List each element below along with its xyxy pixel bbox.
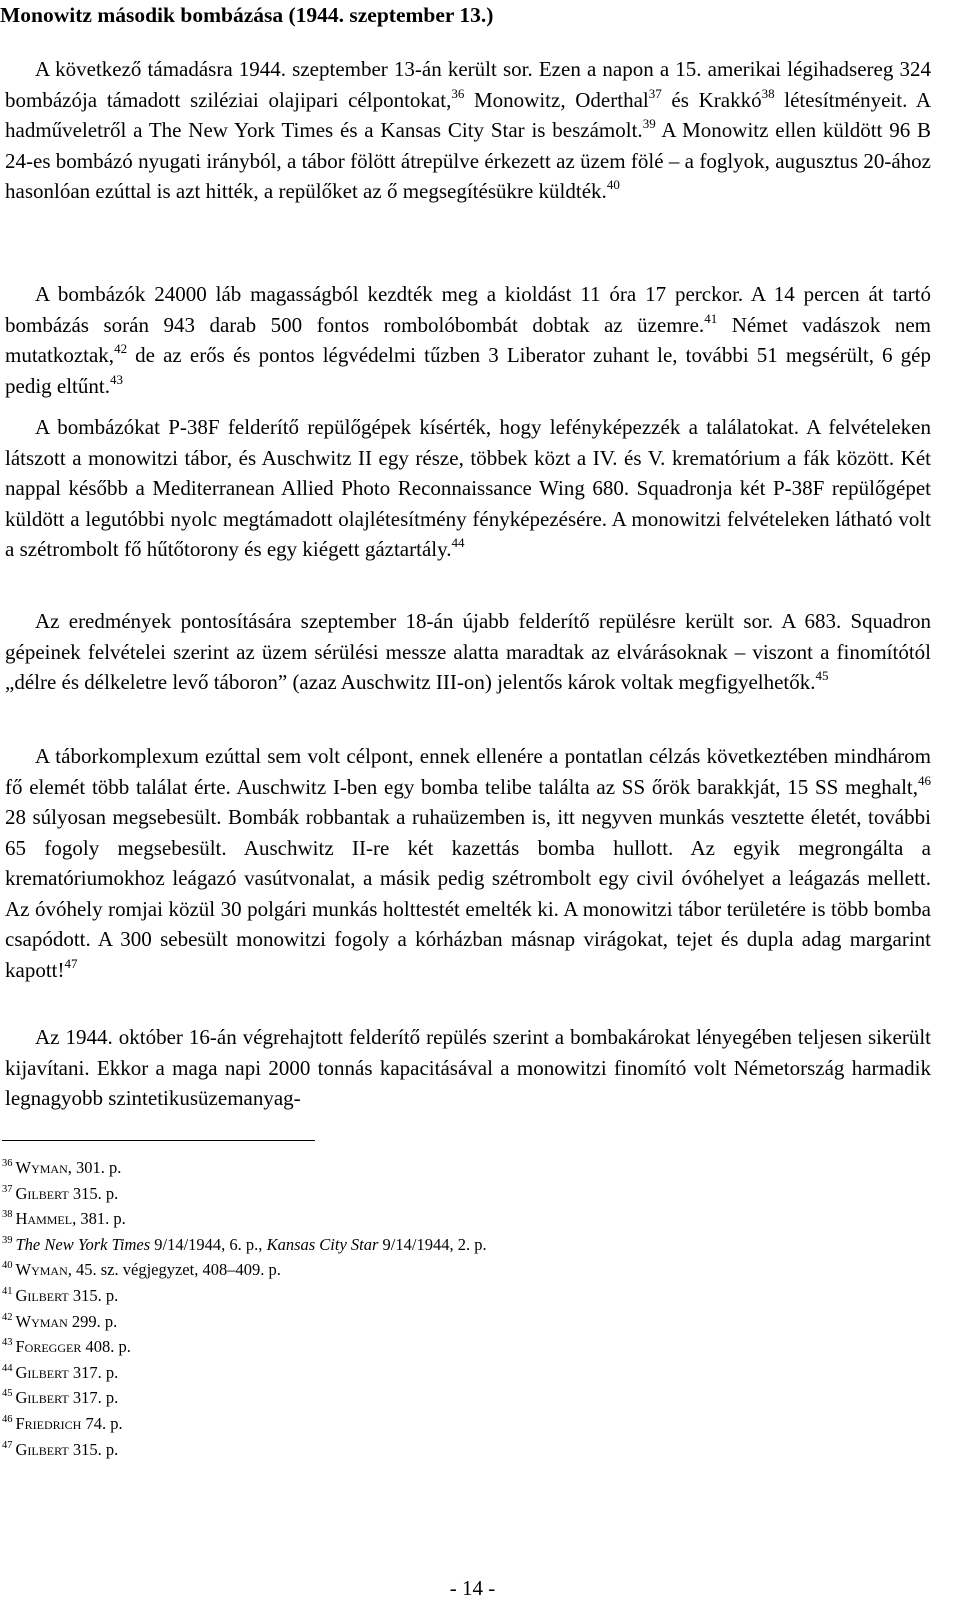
- body-paragraph: [5, 279, 931, 401]
- footnote-author: Gilbert: [15, 1362, 69, 1382]
- footnote-text: , 381. p.: [72, 1209, 126, 1229]
- footnote-item: [2, 1411, 487, 1437]
- body-paragraph: [5, 741, 931, 985]
- footnote-number: 38: [2, 1209, 13, 1221]
- footnote-text: 315. p.: [68, 1439, 119, 1459]
- footnote-ref[interactable]: 45: [815, 668, 829, 683]
- footnote-item: [2, 1283, 487, 1309]
- footnote-number: 43: [2, 1337, 13, 1349]
- page-title: Monowitz második bombázása (1944. szeptember 13.): [0, 3, 494, 27]
- paragraph-text: de az erős és pontos légvédelmi tűzben 3 Liberator zuhant le, további 51 megsérült, 6 gép pedig eltűnt.: [5, 343, 931, 398]
- footnote-text: 315. p.: [68, 1183, 119, 1203]
- body-paragraph: [5, 412, 931, 565]
- footnote-item: [2, 1155, 487, 1181]
- footnote-author: Hammel: [15, 1209, 73, 1229]
- footnote-text: , 45. sz. végjegyzet, 408–409. p.: [67, 1260, 281, 1280]
- footnote-source-title: The New York Times: [15, 1234, 151, 1254]
- footnote-item: [2, 1334, 487, 1360]
- paragraph-text: Német vadászok nem mutatkoztak,: [5, 312, 931, 367]
- footnote-ref[interactable]: 41: [704, 310, 718, 326]
- footnote-author: Foregger: [15, 1337, 82, 1357]
- footnote-source-title: Kansas City Star: [266, 1234, 379, 1254]
- paragraph-text: létesítményeit. A hadműveletről a The New York Times és a Kansas City Star is beszámolt.: [5, 87, 932, 142]
- page-number: - 14 -: [449, 1576, 496, 1600]
- footnote-text: 299. p.: [67, 1311, 118, 1331]
- paragraph-text: Monowitz, Oderthal: [464, 87, 649, 112]
- paragraph-text: 28 súlyosan megsebesült. Bombák robbantak a ruhaüzemben is, itt negyven munkás vesztette életét, további 65 fogoly megsebesült. Auschwitz II-re két kazettás bomba hullott. Az egyik megrongálta a krematóriumokhoz leágazó vasútvonalat, a másik pedig szétrombolt egy civil óvóhelyet a leágazás mellett. Az óvóhely romjai közül 30 polgári munkás holttestét emelték ki. A monowitzi tábor területére is több bomba csapódott. A 300 sebesült monowitzi fogoly a kórházban másnap virágokat, tejet és dupla adag margarint kapott!: [5, 805, 931, 982]
- footnote-number: 40: [2, 1260, 13, 1272]
- body-paragraph: [5, 606, 931, 698]
- footnote-text: 408. p.: [81, 1337, 131, 1357]
- footnote-author: Wyman: [15, 1260, 68, 1280]
- paragraph-text: A következő támadásra 1944. szeptember 13-án került sor. Ezen a napon a 15. amerikai légihadsereg 324 bombázója támadott sziléziai olajipari célpontokat,: [5, 57, 931, 112]
- footnote-number: 37: [2, 1183, 13, 1195]
- footnote-text: 317. p.: [68, 1388, 119, 1408]
- footnote-author: Gilbert: [15, 1183, 69, 1203]
- paragraph-text: A bombázókat P-38F felderítő repülőgépek kísérték, hogy lefényképezzék a találatokat. A felvételeken látszott a monowitzi tábor, és Auschwitz II egy része, többek közt a IV. és V. krematórium a fák között. Két nappal később a Mediterranean Allied Photo Reconnaissance Wing 680. Squadronja két P-38F repülőgépet küldött a legutóbbi nyolc megtámadott olajlétesítmény fényképezésére. A monowitzi felvételeken látható volt a szétrombolt fő hűtőtorony és egy kiégett gáztartály.: [5, 415, 931, 561]
- footnote-number: 44: [2, 1362, 13, 1374]
- footnote-item: [2, 1437, 487, 1463]
- footnote-author: Gilbert: [15, 1439, 69, 1459]
- footnote-author: Gilbert: [15, 1388, 69, 1408]
- footnote-item: [2, 1385, 487, 1411]
- footnote-ref[interactable]: 39: [642, 116, 656, 131]
- paragraph-text: és Krakkó: [661, 87, 762, 112]
- footnote-text: 9/14/1944, 2. p.: [378, 1234, 487, 1254]
- paragraph-text: Az 1944. október 16-án végrehajtott felderítő repülés szerint a bombakárokat lényegében teljesen sikerült kijavítani. Ekkor a maga napi 2000 tonnás kapacitásával a monowitzi finomító volt Németország harmadik legnagyobb szintetikusüzemanyag-: [5, 1025, 931, 1110]
- footnote-ref[interactable]: 46: [918, 772, 931, 788]
- footnote-text: , 301. p.: [67, 1158, 122, 1177]
- footnote-item: [2, 1206, 487, 1232]
- paragraph-text: A táborkomplexum ezúttal sem volt célpont, ennek ellenére a pontatlan célzás következtében mindhárom fő elemét több találat érte. Auschwitz I-ben egy bomba telibe találta az SS őrök barakkját, 15 SS meghalt,: [5, 744, 931, 799]
- footnote-ref[interactable]: 44: [451, 535, 465, 550]
- footnote-ref[interactable]: 47: [64, 955, 78, 971]
- footnote-number: 47: [2, 1439, 13, 1451]
- footnote-item: [2, 1309, 487, 1335]
- footnote-author: Friedrich: [15, 1413, 82, 1433]
- footnote-author: Wyman: [15, 1158, 68, 1177]
- footnote-separator: [2, 1140, 315, 1141]
- paragraph-text: A bombázók 24000 láb magasságból kezdték meg a kioldást 11 óra 17 perckor. A 14 percen át tartó bombázás során 943 darab 500 fontos rombolóbombát dobtak az üzemre.: [5, 282, 931, 337]
- footnote-ref[interactable]: 43: [109, 371, 123, 387]
- footnote-ref[interactable]: 42: [114, 341, 128, 356]
- footnote-item: [2, 1360, 487, 1386]
- footnote-author: Wyman: [15, 1311, 68, 1331]
- footnote-text: 74. p.: [81, 1413, 123, 1433]
- body-paragraph: [5, 54, 931, 207]
- footnote-number: 36: [2, 1158, 13, 1169]
- footnote-text: 9/14/1944, 6. p.,: [150, 1234, 267, 1254]
- footnote-text: 315. p.: [68, 1285, 119, 1305]
- footnote-author: Gilbert: [15, 1285, 69, 1305]
- footnote-number: 41: [2, 1285, 13, 1297]
- footnote-list: [2, 1155, 487, 1462]
- footnote-number: 39: [2, 1234, 13, 1246]
- footnote-item: [2, 1181, 487, 1207]
- paragraph-text: A Monowitz ellen küldött 96 B 24-es bombázó nyugati irányból, a tábor fölött átrepülve érkezett az üzem fölé – a foglyok, augusztus 20-ához hasonlóan ezúttal is azt hitték, a repülőket az ő megsegítésükre küldték.: [5, 118, 931, 203]
- footnote-ref[interactable]: 36: [451, 85, 465, 101]
- body-paragraph: [5, 1022, 931, 1114]
- footnote-number: 42: [2, 1311, 13, 1323]
- footnote-item: [2, 1232, 487, 1258]
- paragraph-text: Az eredmények pontosítására szeptember 18-án újabb felderítő repülésre került sor. A 683. Squadron gépeinek felvételei szerint az üzem sérülési messze alatta maradtak az elvárásoknak – viszont a finomítótól „délre és délkeletre levő táboron” (azaz Auschwitz III-on) jelentős károk voltak megfigyelhetők.: [5, 609, 931, 694]
- footnote-ref[interactable]: 38: [761, 85, 775, 101]
- footnote-number: 46: [2, 1413, 13, 1425]
- footnote-number: 45: [2, 1388, 13, 1400]
- footnote-ref[interactable]: 37: [648, 85, 662, 101]
- footnote-ref[interactable]: 40: [606, 177, 620, 192]
- footnote-text: 317. p.: [68, 1362, 119, 1382]
- footnote-item: [2, 1257, 487, 1283]
